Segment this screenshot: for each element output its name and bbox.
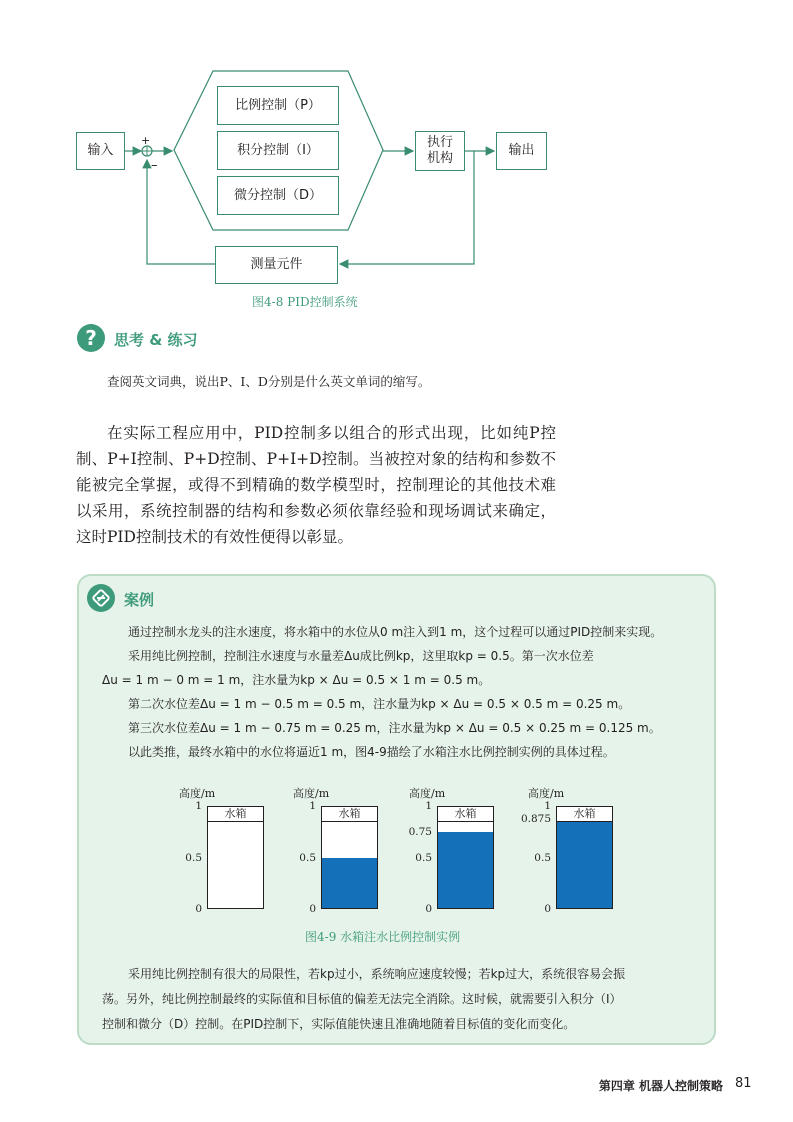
output-label: 输出	[508, 143, 535, 158]
tank-tick-label: 1	[195, 800, 202, 812]
main-paragraph	[76, 420, 556, 550]
tank-tick-label: 0.5	[534, 851, 551, 864]
case-closing-line: 控制和微分（D）控制。在PID控制下，实际值能快速且准确地随着目标值的变化而变化。	[102, 1017, 576, 1031]
input-label: 输入	[87, 143, 114, 158]
tank-tick-label: 1	[309, 800, 316, 812]
tank-tick-label: 0.5	[299, 851, 316, 864]
case-title: 案例	[124, 591, 155, 609]
tank-box	[556, 806, 613, 909]
output-box	[496, 132, 547, 170]
question-icon: ?	[77, 324, 105, 352]
figure-4-9-caption: 图4-9 水箱注水比例控制实例	[305, 930, 461, 944]
tank-axis-label: 高度/m	[293, 787, 330, 800]
tank-axis-label: 高度/m	[409, 787, 446, 800]
input-box	[76, 132, 125, 170]
tank-water	[557, 820, 612, 908]
case-closing-line: 荡。另外，纯比例控制最终的实际值和目标值的偏差无法完全消除。这时候，就需要引入积分（I）	[102, 992, 622, 1006]
d-control-box	[217, 176, 339, 215]
p-control-box	[217, 86, 339, 125]
tank-box	[437, 806, 494, 909]
tank-tick-label: 0.5	[185, 851, 202, 864]
page-number: 81	[735, 1076, 752, 1091]
tank-water	[322, 858, 377, 909]
i-control-box	[217, 131, 339, 170]
tank-tick-label: 1	[544, 800, 551, 812]
thinking-title: 思考 & 练习	[114, 331, 198, 349]
main-paragraph-text: 在实际工程应用中，PID控制多以组合的形式出现，比如纯P控制、P+I控制、P+D控制、P+I+D控制。当被控对象的结构和参数不能被完全掌握，或得不到精确的数学模型时，控制理论的其他技术难以采用，系统控制器的结构和参数必须依靠经验和现场调试来确定，这时PID控制技术的有效性便得以彰显。	[76, 424, 556, 546]
p-control-label: 比例控制（P）	[235, 97, 321, 113]
footer-chapter: 第四章 机器人控制策略	[598, 1079, 723, 1093]
tank-axis-label: 高度/m	[179, 787, 216, 800]
case-line: 第三次水位差Δu = 1 m − 0.75 m = 0.25 m，注水量为kp × Δu = 0.5 × 0.25 m = 0.125 m。	[128, 721, 661, 735]
tank-tick-label: 0.75	[408, 825, 432, 838]
tank-tick-label: 0	[544, 903, 551, 915]
tank-water	[438, 832, 493, 908]
tank-axis-label: 高度/m	[528, 787, 565, 800]
i-control-label: 积分控制（I）	[237, 142, 319, 158]
minus-sign: –	[151, 158, 158, 173]
case-closing-line: 采用纯比例控制有很大的局限性，若kp过小，系统响应速度较慢；若kp过大，系统很容易会振	[128, 967, 626, 981]
case-icon	[87, 584, 115, 612]
case-line: 采用纯比例控制，控制注水速度与水量差Δu成比例kp，这里取kp = 0.5。第一次水位差	[128, 649, 594, 663]
tank-tick-label: 0	[195, 903, 202, 915]
tank-tick-label: 0	[425, 903, 432, 915]
case-line: 第二次水位差Δu = 1 m − 0.5 m = 0.5 m，注水量为kp × Δu = 0.5 × 0.5 m = 0.25 m。	[128, 697, 631, 711]
tank-label: 水箱	[208, 807, 263, 822]
sensor-box	[215, 246, 338, 284]
thinking-question: 查阅英文词典，说出P、I、D分别是什么英文单词的缩写。	[107, 374, 431, 389]
case-tag-icon	[87, 584, 115, 612]
tank-tick-label: 1	[425, 800, 432, 812]
plus-sign: +	[141, 134, 151, 147]
d-control-label: 微分控制（D）	[233, 187, 322, 203]
case-line: 通过控制水龙头的注水速度，将水箱中的水位从0 m注入到1 m，这个过程可以通过PID控制来实现。	[128, 625, 663, 639]
tank-label: 水箱	[557, 807, 612, 822]
tank-box	[321, 806, 378, 909]
tank-tick-label: 0	[309, 903, 316, 915]
tank-label: 水箱	[322, 807, 377, 822]
case-line: Δu = 1 m − 0 m = 1 m，注水量为kp × Δu = 0.5 × 1 m = 0.5 m。	[102, 673, 491, 687]
actuator-box	[415, 131, 465, 171]
case-line: 以此类推，最终水箱中的水位将逼近1 m，图4-9描绘了水箱注水比例控制实例的具体过程。	[128, 745, 615, 759]
sensor-label: 测量元件	[250, 257, 303, 272]
figure-4-8-caption: 图4-8 PID控制系统	[252, 295, 358, 309]
actuator-label-line2: 机构	[426, 151, 453, 166]
tank-tick-label: 0.875	[520, 812, 551, 825]
actuator-label-line1: 执行	[426, 135, 453, 150]
tank-box	[207, 806, 264, 909]
tank-tick-label: 0.5	[415, 851, 432, 864]
tank-label: 水箱	[438, 807, 493, 822]
